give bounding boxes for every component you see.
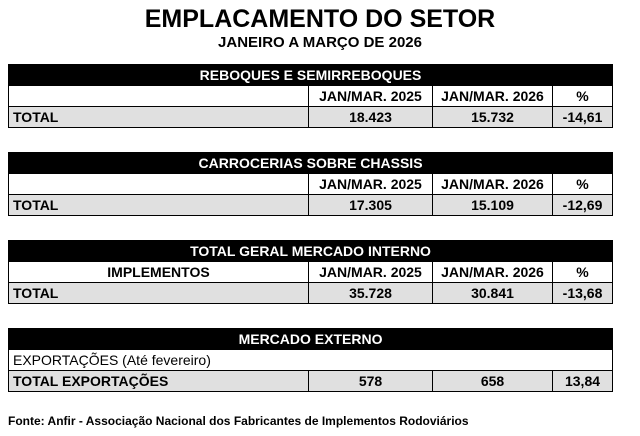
total-percent: 13,84	[553, 371, 613, 392]
column-header: JAN/MAR. 2026	[433, 262, 553, 283]
total-value: 35.728	[309, 283, 433, 304]
total-percent: -14,61	[553, 107, 613, 128]
total-percent: -12,69	[553, 195, 613, 216]
total-value: 15.732	[433, 107, 553, 128]
total-percent: -13,68	[553, 283, 613, 304]
total-value: 658	[433, 371, 553, 392]
row-label	[9, 174, 309, 195]
column-header: %	[553, 174, 613, 195]
total-value: 15.109	[433, 195, 553, 216]
column-header: %	[553, 262, 613, 283]
page-title: EMPLACAMENTO DO SETOR	[144, 5, 496, 33]
source-note: Fonte: Anfir - Associação Nacional dos Fabricantes de Implementos Rodoviários	[8, 414, 469, 428]
total-value: 18.423	[309, 107, 433, 128]
column-header: JAN/MAR. 2025	[309, 174, 433, 195]
page-subtitle: JANEIRO A MARÇO DE 2026	[218, 34, 422, 51]
total-label: TOTAL	[9, 195, 309, 216]
total-label: TOTAL	[9, 107, 309, 128]
total-label: TOTAL EXPORTAÇÕES	[9, 371, 309, 392]
section-mercado-interno-table	[8, 240, 613, 304]
section-header: CARROCERIAS SOBRE CHASSIS	[9, 153, 613, 174]
column-header: JAN/MAR. 2025	[309, 86, 433, 107]
total-value: 30.841	[433, 283, 553, 304]
total-label: TOTAL	[9, 283, 309, 304]
section-header: TOTAL GERAL MERCADO INTERNO	[9, 241, 613, 262]
section-reboques-table	[8, 64, 613, 128]
section-header: REBOQUES E SEMIRREBOQUES	[9, 65, 613, 86]
total-value: 17.305	[309, 195, 433, 216]
exports-note: EXPORTAÇÕES (Até fevereiro)	[9, 350, 613, 371]
column-header: %	[553, 86, 613, 107]
row-label: IMPLEMENTOS	[9, 262, 309, 283]
total-value: 578	[309, 371, 433, 392]
section-header: MERCADO EXTERNO	[9, 329, 613, 350]
column-header: JAN/MAR. 2026	[433, 86, 553, 107]
column-header: JAN/MAR. 2025	[309, 262, 433, 283]
row-label	[9, 86, 309, 107]
section-carrocerias-table	[8, 152, 613, 216]
column-header: JAN/MAR. 2026	[433, 174, 553, 195]
section-mercado-externo-table	[8, 328, 613, 392]
